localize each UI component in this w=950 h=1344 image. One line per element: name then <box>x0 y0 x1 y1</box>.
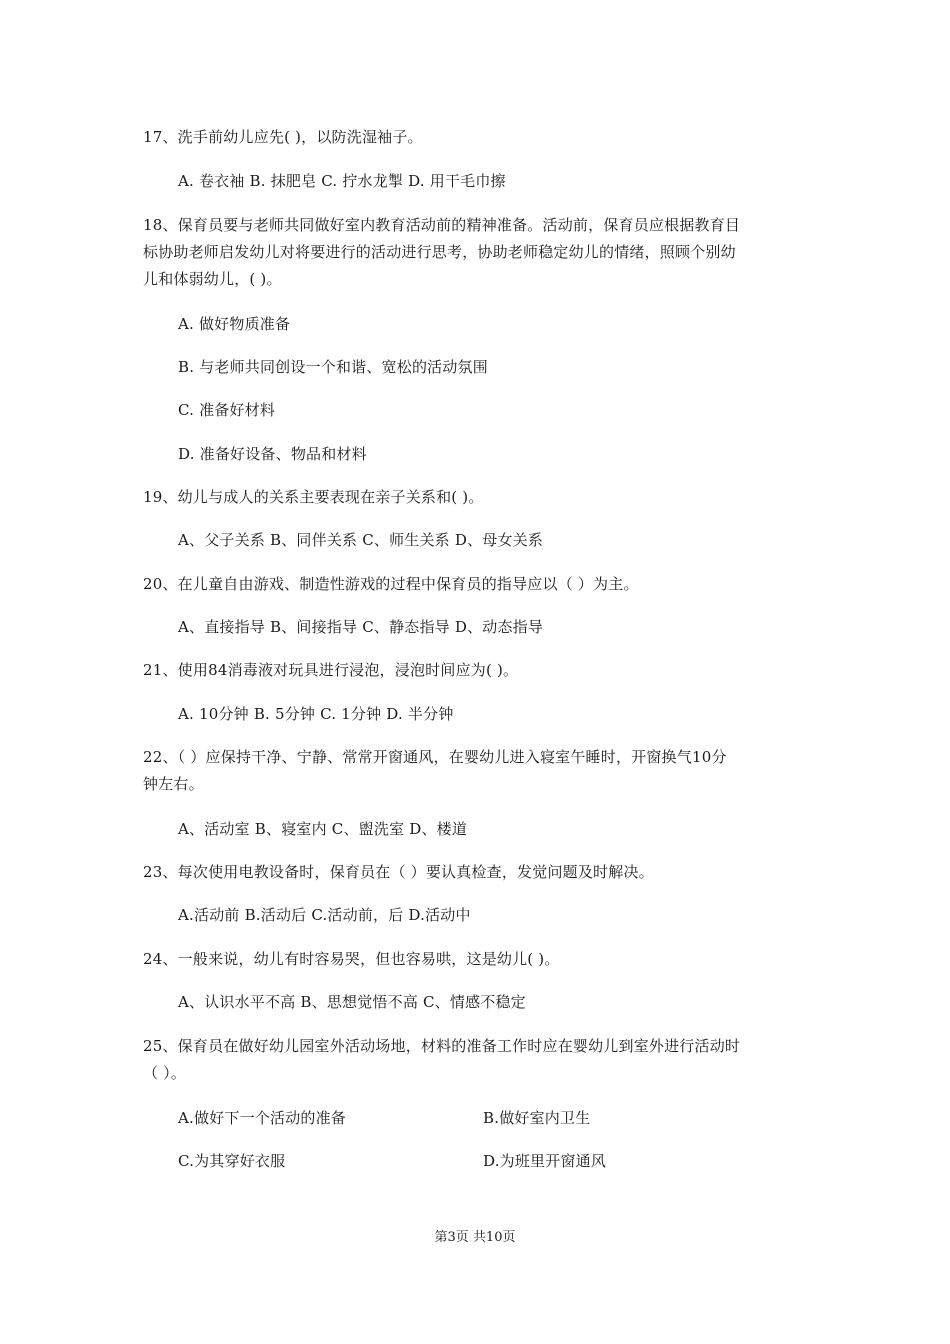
question-17-options: A. 卷衣袖 B. 抹肥皂 C. 拧水龙掣 D. 用干毛巾擦 <box>178 172 506 190</box>
question-22-text-line-1: 22、（ ）应保持干净、宁静、常常开窗通风，在婴幼儿进入寝室午睡时，开窗换气10分 <box>143 748 727 766</box>
question-19-text: 19、幼儿与成人的关系主要表现在亲子关系和( )。 <box>143 488 484 506</box>
question-24-options: A、认识水平不高 B、思想觉悟不高 C、情感不稳定 <box>178 993 526 1011</box>
question-17-text: 17、洗手前幼儿应先( )，以防洗湿袖子。 <box>143 128 423 146</box>
question-23-options: A.活动前 B.活动后 C.活动前，后 D.活动中 <box>178 906 471 924</box>
question-25-option-d: D.为班里开窗通风 <box>483 1152 607 1170</box>
question-19-options: A、父子关系 B、同伴关系 C、师生关系 D、母女关系 <box>178 531 544 549</box>
question-22-text-line-2: 钟左右。 <box>143 775 204 793</box>
question-18-option-c: C. 准备好材料 <box>178 401 276 419</box>
question-18-option-d: D. 准备好设备、物品和材料 <box>178 445 367 463</box>
question-25-text-line-1: 25、保育员在做好幼儿园室外活动场地，材料的准备工作时应在婴幼儿到室外进行活动时 <box>143 1037 741 1055</box>
question-18-option-a: A. 做好物质准备 <box>178 315 291 333</box>
question-21-text: 21、使用84消毒液对玩具进行浸泡，浸泡时间应为( )。 <box>143 661 519 679</box>
question-21-options: A. 10分钟 B. 5分钟 C. 1分钟 D. 半分钟 <box>178 705 454 723</box>
question-20-options: A、直接指导 B、间接指导 C、静态指导 D、动态指导 <box>178 618 544 636</box>
question-23-text: 23、每次使用电教设备时，保育员在（ ）要认真检查，发觉问题及时解决。 <box>143 863 654 881</box>
question-18-option-b: B. 与老师共同创设一个和谐、宽松的活动氛围 <box>178 358 488 376</box>
question-25-option-b: B.做好室内卫生 <box>483 1109 591 1127</box>
question-18-text-line-1: 18、保育员要与老师共同做好室内教育活动前的精神准备。活动前，保育员应根据教育目 <box>143 216 741 234</box>
question-20-text: 20、在儿童自由游戏、制造性游戏的过程中保育员的指导应以（ ）为主。 <box>143 575 639 593</box>
question-18-text-line-3: 儿和体弱幼儿，( )。 <box>143 270 282 288</box>
question-25-text-line-2: （ ）。 <box>143 1064 187 1082</box>
question-25-option-a: A.做好下一个活动的准备 <box>178 1109 347 1127</box>
question-22-options: A、活动室 B、寝室内 C、盥洗室 D、楼道 <box>178 820 468 838</box>
question-25-option-c: C.为其穿好衣服 <box>178 1152 286 1170</box>
question-18-text-line-2: 标协助老师启发幼儿对将要进行的活动进行思考，协助老师稳定幼儿的情绪，照顾个别幼 <box>143 243 736 261</box>
page-number-footer: 第3页 共10页 <box>434 1230 516 1245</box>
question-24-text: 24、一般来说，幼儿有时容易哭，但也容易哄，这是幼儿( )。 <box>143 950 560 968</box>
